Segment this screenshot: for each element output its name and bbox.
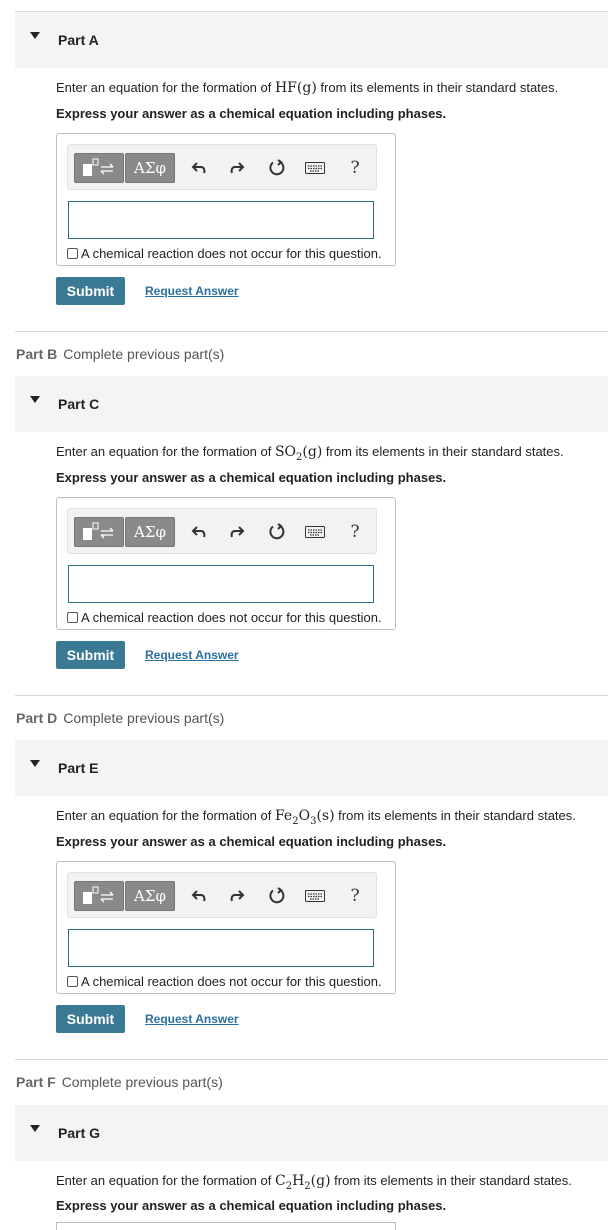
instruction-text: Enter an equation for the formation of $Fe_2O_3(s)$ from its elements in their standard states. <box>56 808 576 827</box>
undo-icon[interactable] <box>188 521 210 543</box>
greek-symbols-button[interactable]: ΑΣφ <box>125 153 175 183</box>
template-button[interactable] <box>74 517 124 547</box>
express-instruction: Express your answer as a chemical equation including phases. <box>56 106 447 121</box>
checkbox-label: A chemical reaction does not occur for this question. <box>81 609 382 625</box>
part-c-header[interactable] <box>15 376 608 432</box>
no-reaction-checkbox[interactable] <box>67 976 78 987</box>
no-reaction-checkbox[interactable] <box>67 248 78 259</box>
undo-icon[interactable] <box>188 157 210 179</box>
formula: HF(g) <box>274 80 317 96</box>
part-e-header[interactable] <box>15 740 608 796</box>
help-icon[interactable]: ? <box>350 886 360 906</box>
template-icon <box>79 522 119 542</box>
part-title: Part G <box>58 1125 101 1141</box>
keyboard-icon[interactable] <box>304 885 326 907</box>
part-d-collapsed: Part D Complete previous part(s) <box>16 710 225 726</box>
instruction-text: Enter an equation for the formation of HF(g) from its elements in their standard states. <box>56 80 559 96</box>
template-icon <box>79 158 119 178</box>
no-reaction-row[interactable] <box>67 972 382 990</box>
divider <box>15 331 608 332</box>
answer-box <box>56 861 396 994</box>
redo-icon[interactable] <box>226 157 248 179</box>
part-title: Part C <box>58 396 100 412</box>
formula: $SO_2(g)$ <box>274 444 323 463</box>
no-reaction-checkbox[interactable] <box>67 612 78 623</box>
equation-input[interactable] <box>68 929 374 967</box>
undo-icon[interactable] <box>188 885 210 907</box>
reset-icon[interactable] <box>266 157 288 179</box>
divider <box>15 1059 608 1060</box>
equation-input[interactable] <box>68 201 374 239</box>
help-icon[interactable]: ? <box>350 522 360 542</box>
part-b-collapsed: Part B Complete previous part(s) <box>16 346 225 362</box>
instruction-text: Enter an equation for the formation of $C_2H_2(g)$ from its elements in their standard states. <box>56 1173 572 1192</box>
answer-box <box>56 133 396 266</box>
answer-box <box>56 1222 396 1230</box>
express-instruction: Express your answer as a chemical equation including phases. <box>56 1198 447 1213</box>
redo-icon[interactable] <box>226 521 248 543</box>
math-toolbar <box>67 508 377 554</box>
request-answer-link[interactable]: Request Answer <box>145 648 239 662</box>
checkbox-label: A chemical reaction does not occur for this question. <box>81 245 382 261</box>
template-button[interactable] <box>74 881 124 911</box>
reset-icon[interactable] <box>266 885 288 907</box>
checkbox-label: A chemical reaction does not occur for this question. <box>81 973 382 989</box>
template-icon <box>79 886 119 906</box>
math-toolbar <box>67 872 377 918</box>
answer-box <box>56 497 396 630</box>
instruction-text: Enter an equation for the formation of $SO_2(g)$ from its elements in their standard states. <box>56 444 564 463</box>
part-title: Part A <box>58 32 99 48</box>
formula: $Fe_2O_3(s)$ <box>274 808 335 827</box>
greek-symbols-button[interactable]: ΑΣφ <box>125 517 175 547</box>
submit-button[interactable]: Submit <box>56 277 125 305</box>
caret-down-icon[interactable] <box>30 760 40 767</box>
math-toolbar <box>67 144 377 190</box>
keyboard-icon[interactable] <box>304 521 326 543</box>
equation-input[interactable] <box>68 565 374 603</box>
submit-button[interactable]: Submit <box>56 1005 125 1033</box>
caret-down-icon[interactable] <box>30 1125 40 1132</box>
express-instruction: Express your answer as a chemical equation including phases. <box>56 834 447 849</box>
no-reaction-row[interactable] <box>67 244 382 262</box>
formula: $C_2H_2(g)$ <box>274 1173 331 1192</box>
template-button[interactable] <box>74 153 124 183</box>
part-a-header[interactable] <box>15 12 608 68</box>
request-answer-link[interactable]: Request Answer <box>145 1012 239 1026</box>
caret-down-icon[interactable] <box>30 32 40 39</box>
submit-button[interactable]: Submit <box>56 641 125 669</box>
keyboard-icon[interactable] <box>304 157 326 179</box>
request-answer-link[interactable]: Request Answer <box>145 284 239 298</box>
divider <box>15 695 608 696</box>
reset-icon[interactable] <box>266 521 288 543</box>
caret-down-icon[interactable] <box>30 396 40 403</box>
part-title: Part E <box>58 760 99 776</box>
part-g-header[interactable] <box>15 1105 608 1161</box>
no-reaction-row[interactable] <box>67 608 382 626</box>
express-instruction: Express your answer as a chemical equation including phases. <box>56 470 447 485</box>
part-f-collapsed: Part F Complete previous part(s) <box>16 1074 223 1090</box>
redo-icon[interactable] <box>226 885 248 907</box>
help-icon[interactable]: ? <box>350 158 360 178</box>
greek-symbols-button[interactable]: ΑΣφ <box>125 881 175 911</box>
